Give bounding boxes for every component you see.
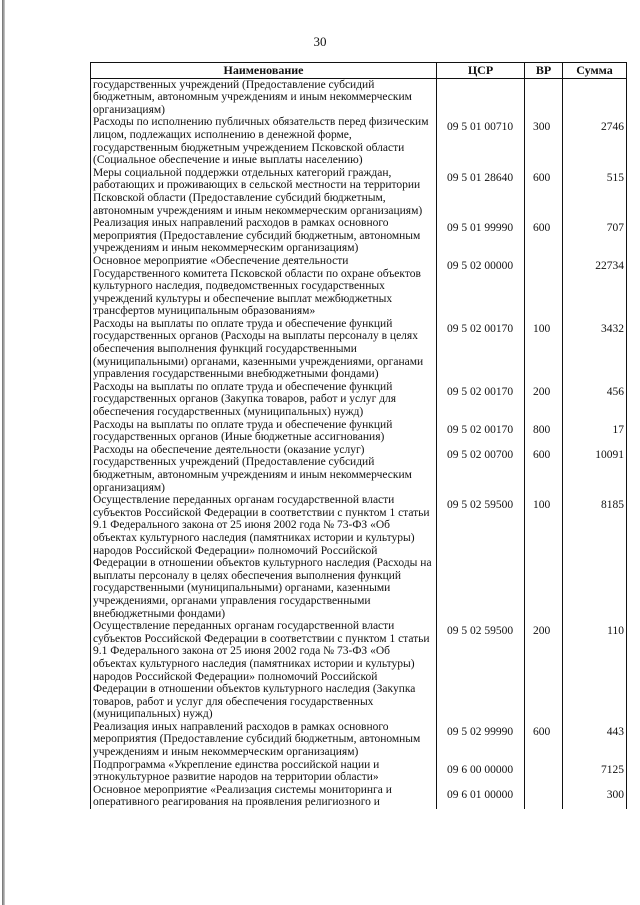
cell-csr: 09 5 02 59500 [437, 620, 525, 721]
table-row [91, 721, 627, 759]
cell-csr: 09 5 02 59500 [437, 494, 525, 620]
cell-vr: 600 [525, 167, 563, 217]
table-row [91, 444, 627, 494]
cell-sum: 300 [563, 784, 627, 809]
cell-sum: 110 [563, 620, 627, 721]
cell-csr: 09 5 02 00000 [437, 255, 525, 318]
cell-sum: 515 [563, 167, 627, 217]
budget-table [90, 62, 627, 809]
table-row [91, 419, 627, 444]
table-row [91, 78, 627, 116]
cell-name: Расходы на выплаты по оплате труда и обеспечение функций государственных органов (Расходы на выплаты персоналу в целях обеспечения выполнения функций государственными (муниципальными) органами, казенными учреждениями, органами управления государственными внебюджетными фондами) [91, 318, 437, 381]
cell-csr: 09 5 02 99990 [437, 721, 525, 759]
cell-csr: 09 5 01 28640 [437, 167, 525, 217]
cell-vr: 300 [525, 116, 563, 166]
column-header-vr: ВР [525, 63, 563, 79]
cell-csr: 09 6 00 00000 [437, 759, 525, 784]
column-header-sum: Сумма [563, 63, 627, 79]
cell-name: Реализация иных направлений расходов в рамках основного мероприятия (Предоставление субсидий бюджетным, автономным учреждениям и иным некоммерческим организациям) [91, 721, 437, 759]
table-row [91, 494, 627, 620]
cell-name: Основное мероприятие «Обеспечение деятельности Государственного комитета Псковской области по охране объектов культурного наследия, подведомственных государственных учреждений культуры и обеспечение выплат межбюджетных трансфертов муниципальным образованиям» [91, 255, 437, 318]
cell-csr: 09 6 01 00000 [437, 784, 525, 809]
cell-sum: 3432 [563, 318, 627, 381]
cell-name: государственных учреждений (Предоставление субсидий бюджетным, автономным учреждениям и иным некоммерческим организациям) [91, 78, 437, 116]
cell-sum: 456 [563, 381, 627, 419]
cell-sum: 8185 [563, 494, 627, 620]
cell-name: Расходы на выплаты по оплате труда и обеспечение функций государственных органов (Иные бюджетные ассигнования) [91, 419, 437, 444]
column-header-csr: ЦСР [437, 63, 525, 79]
cell-vr [525, 784, 563, 809]
cell-csr: 09 5 02 00170 [437, 318, 525, 381]
cell-vr: 200 [525, 381, 563, 419]
table-body [91, 78, 627, 809]
table-row [91, 116, 627, 166]
cell-vr: 100 [525, 494, 563, 620]
cell-vr: 200 [525, 620, 563, 721]
cell-sum: 707 [563, 217, 627, 255]
cell-vr: 600 [525, 721, 563, 759]
cell-vr: 800 [525, 419, 563, 444]
cell-csr: 09 5 02 00170 [437, 381, 525, 419]
cell-name: Осуществление переданных органам государственной власти субъектов Российской Федерации в соответствии с пунктом 1 статьи 9.1 Федерального закона от 25 июня 2002 года № 73-ФЗ «Об объектах культурного наследия (памятниках истории и культуры) народов Российской Федерации» полномочий Российской Федерации в отношении объектов культурного наследия (Закупка товаров, работ и услуг для обеспечения государственных (муниципальных) нужд) [91, 620, 437, 721]
cell-sum: 7125 [563, 759, 627, 784]
cell-csr: 09 5 01 99990 [437, 217, 525, 255]
cell-name: Расходы на выплаты по оплате труда и обеспечение функций государственных органов (Закупка товаров, работ и услуг для обеспечения государственных (муниципальных) нужд) [91, 381, 437, 419]
cell-sum: 443 [563, 721, 627, 759]
cell-name: Основное мероприятие «Реализация системы мониторинга и оперативного реагирования на проявления религиозного и [91, 784, 437, 809]
table-row [91, 167, 627, 217]
table-row [91, 255, 627, 318]
cell-vr [525, 255, 563, 318]
cell-name: Расходы по исполнению публичных обязательств перед физическим лицом, подлежащих исполнению в денежной форме, государственным бюджетным учреждением Псковской области (Социальное обеспечение и иные выплаты населению) [91, 116, 437, 166]
cell-vr [525, 759, 563, 784]
cell-csr: 09 5 01 00710 [437, 116, 525, 166]
cell-vr: 600 [525, 217, 563, 255]
cell-sum: 17 [563, 419, 627, 444]
cell-sum: 10091 [563, 444, 627, 494]
cell-name: Расходы на обеспечение деятельности (оказание услуг) государственных учреждений (Предоставление субсидий бюджетным, автономным учреждениям и иным некоммерческим организациям) [91, 444, 437, 494]
cell-csr: 09 5 02 00700 [437, 444, 525, 494]
cell-sum [563, 78, 627, 116]
table-header-row [91, 63, 627, 79]
table-row [91, 759, 627, 784]
page-number: 30 [313, 34, 327, 49]
cell-vr: 100 [525, 318, 563, 381]
cell-name: Осуществление переданных органам государственной власти субъектов Российской Федерации в соответствии с пунктом 1 статьи 9.1 Федерального закона от 25 июня 2002 года № 73-ФЗ «Об объектах культурного наследия (памятниках истории и культуры) народов Российской Федерации» полномочий Российской Федерации в отношении объектов культурного наследия (Расходы на выплаты персоналу в целях обеспечения выполнения функций государственными (муниципальными) органами, казенными учреждениями, органами управления государственными внебюджетными фондами) [91, 494, 437, 620]
table-row [91, 620, 627, 721]
cell-sum: 22734 [563, 255, 627, 318]
cell-name: Меры социальной поддержки отдельных категорий граждан, работающих и проживающих в сельской местности на территории Псковской области (Предоставление субсидий бюджетным, автономным учреждениям и иным некоммерческим организациям) [91, 167, 437, 217]
table-row [91, 318, 627, 381]
table-row [91, 217, 627, 255]
cell-csr [437, 78, 525, 116]
column-header-name: Наименование [91, 63, 437, 79]
cell-name: Реализация иных направлений расходов в рамках основного мероприятия (Предоставление субсидий бюджетным, автономным учреждениям и иным некоммерческим организациям) [91, 217, 437, 255]
table-row [91, 784, 627, 809]
cell-vr [525, 78, 563, 116]
scan-edge-shadow [2, 0, 5, 905]
cell-vr: 600 [525, 444, 563, 494]
cell-csr: 09 5 02 00170 [437, 419, 525, 444]
table-row [91, 381, 627, 419]
cell-name: Подпрограмма «Укрепление единства российской нации и этнокультурное развитие народов на территории области» [91, 759, 437, 784]
cell-sum: 2746 [563, 116, 627, 166]
